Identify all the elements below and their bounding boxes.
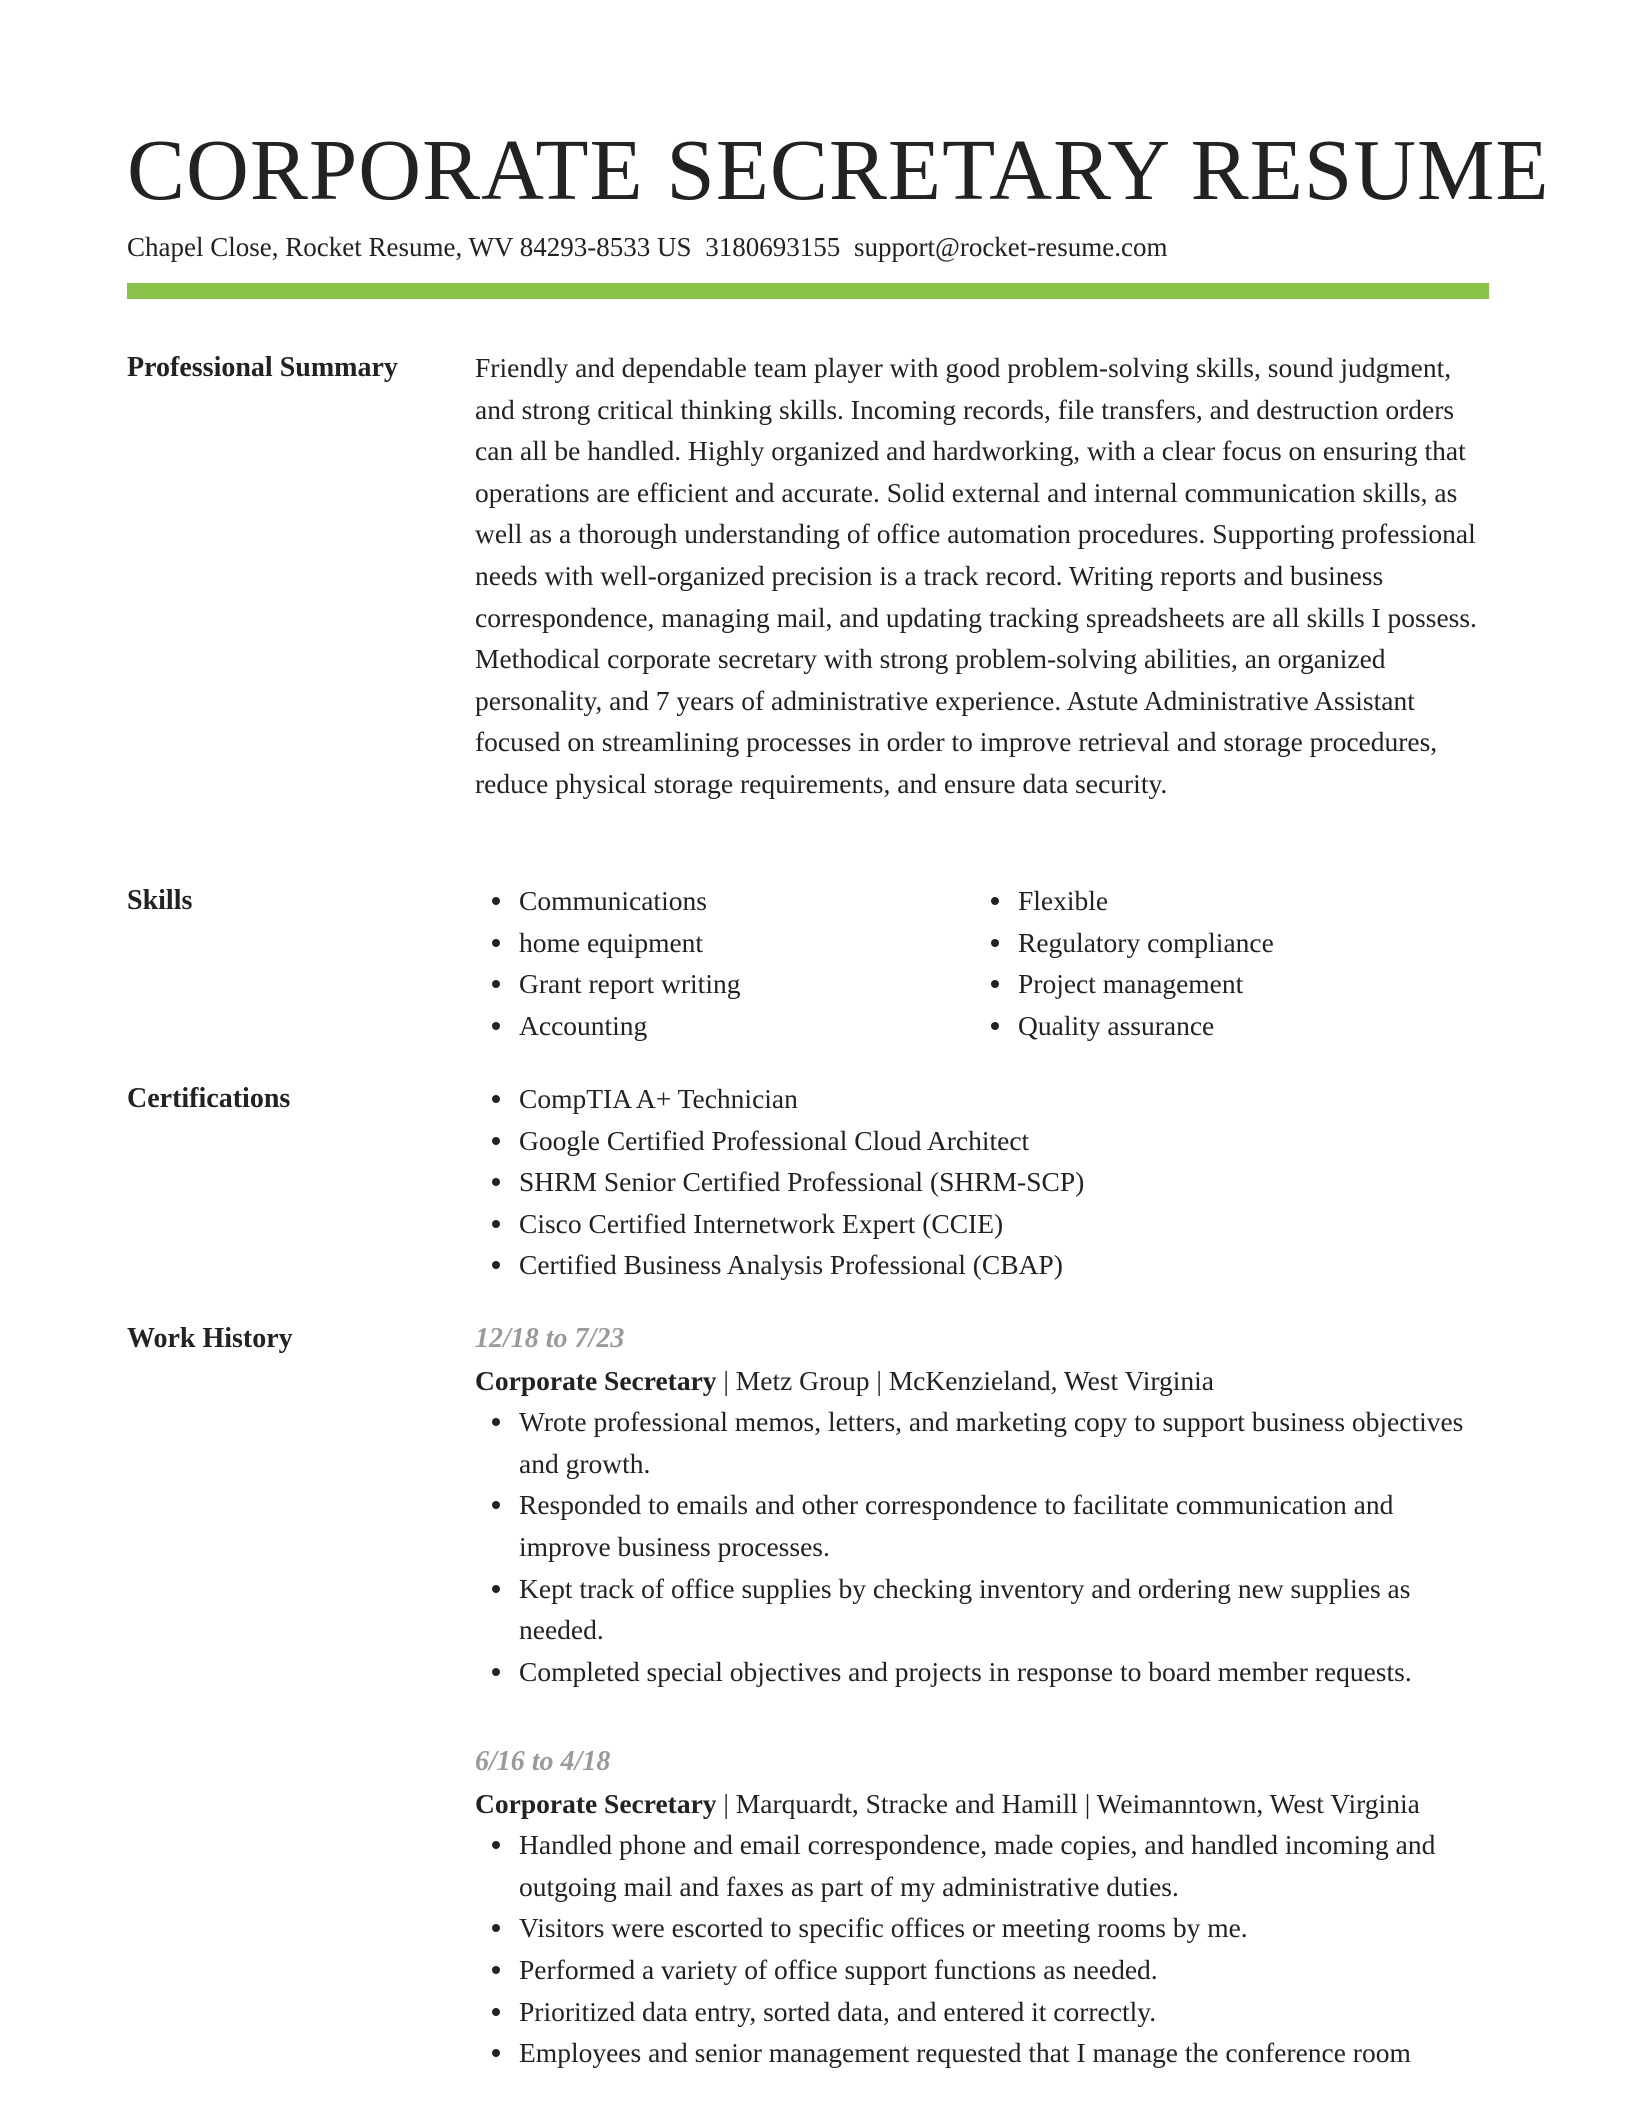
section-label-work-history: Work History — [127, 1323, 293, 1354]
job-heading — [475, 1360, 1491, 1402]
skills-section — [475, 880, 1491, 1046]
skill-item: Grant report writing — [475, 963, 974, 1005]
job-heading — [475, 1783, 1491, 1825]
job-title: Corporate Secretary — [475, 1787, 717, 1819]
job-date: 12/18 to 7/23 — [475, 1323, 625, 1354]
skill-item: Flexible — [974, 880, 1473, 922]
job-bullet: Visitors were escorted to specific offices or meeting rooms by me. — [475, 1907, 1491, 1949]
skill-item: Project management — [974, 963, 1473, 1005]
resume-title: CORPORATE SECRETARY RESUME — [127, 121, 1550, 218]
job-date: 6/16 to 4/18 — [475, 1746, 611, 1777]
skill-item: Regulatory compliance — [974, 922, 1473, 964]
skill-item: Quality assurance — [974, 1005, 1473, 1047]
skills-column-1 — [475, 880, 974, 1046]
summary-text: Friendly and dependable team player with good problem-solving skills, sound judgment, and strong critical thinking skills. Incoming records, file transfers, and destruction orders can all be handled. Highly organized and hardworking, with a clear focus on ensuring that operations are efficient and accurate. Solid external and internal communication skills, as well as a thorough understanding of office automation procedures. Supporting professional needs with well-organized precision is a track record. Writing reports and business correspondence, managing mail, and updating tracking spreadsheets are all skills I possess. Methodical corporate secretary with strong problem-solving abilities, an organized personality, and 7 years of administrative experience. Astute Administrative Assistant focused on streamlining processes in order to improve retrieval and storage procedures, reduce physical storage requirements, and ensure data security. — [475, 352, 1477, 799]
contact-phone: 3180693155 — [705, 232, 841, 262]
job-entry — [475, 1318, 1491, 1692]
job-bullet: Handled phone and email correspondence, made copies, and handled incoming and outgoing mail and faxes as part of my administrative duties. — [475, 1824, 1491, 1907]
summary-section — [475, 347, 1491, 805]
skill-item: Accounting — [475, 1005, 974, 1047]
certification-item: Certified Business Analysis Professional (CBAP) — [475, 1244, 1491, 1286]
contact-email[interactable]: support@rocket-resume.com — [853, 232, 1168, 262]
skill-item: Communications — [475, 880, 974, 922]
certification-item: Google Certified Professional Cloud Architect — [475, 1120, 1491, 1162]
job-details: | Marquardt, Stracke and Hamill | Weimanntown, West Virginia — [716, 1787, 1420, 1819]
certification-item: SHRM Senior Certified Professional (SHRM-SCP) — [475, 1161, 1491, 1203]
job-entry — [475, 1741, 1491, 2074]
job-bullets — [475, 1824, 1491, 2074]
skill-item: home equipment — [475, 922, 974, 964]
job-bullets — [475, 1401, 1491, 1692]
job-bullet: Completed special objectives and projects in response to board member requests. — [475, 1651, 1491, 1693]
accent-divider — [127, 283, 1489, 299]
section-label-skills: Skills — [127, 885, 193, 916]
section-label-certifications: Certifications — [127, 1083, 291, 1114]
job-bullet: Wrote professional memos, letters, and marketing copy to support business objectives and growth. — [475, 1401, 1491, 1484]
certifications-list — [475, 1078, 1491, 1286]
contact-address: Chapel Close, Rocket Resume, WV 84293-8533 US — [127, 232, 692, 262]
certification-item: Cisco Certified Internetwork Expert (CCIE) — [475, 1203, 1491, 1245]
job-bullet: Employees and senior management requested that I manage the conference room — [475, 2032, 1491, 2074]
job-bullet: Responded to emails and other correspondence to facilitate communication and improve business processes. — [475, 1484, 1491, 1567]
job-bullet: Prioritized data entry, sorted data, and entered it correctly. — [475, 1991, 1491, 2033]
job-bullet: Kept track of office supplies by checking inventory and ordering new supplies as needed. — [475, 1568, 1491, 1651]
certification-item: CompTIA A+ Technician — [475, 1078, 1491, 1120]
skills-column-2 — [974, 880, 1473, 1046]
job-bullet: Performed a variety of office support functions as needed. — [475, 1949, 1491, 1991]
contact-line — [127, 229, 1168, 265]
job-details: | Metz Group | McKenzieland, West Virginia — [716, 1364, 1215, 1396]
job-title: Corporate Secretary — [475, 1364, 717, 1396]
certifications-section — [475, 1078, 1491, 1286]
section-label-summary: Professional Summary — [127, 352, 398, 383]
